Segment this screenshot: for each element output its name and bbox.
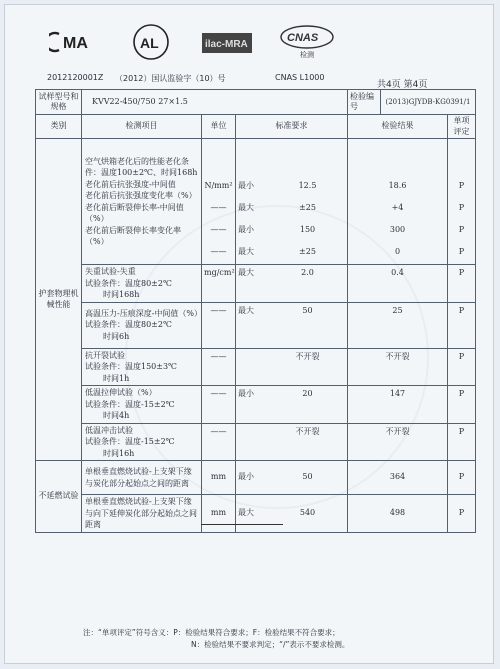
col-category: 类别 (36, 115, 82, 139)
page-info: 共4页 第4页 (377, 80, 428, 90)
sample-info-row (36, 90, 476, 115)
item-cell (82, 348, 202, 386)
result-value: 300 (389, 224, 406, 234)
item-line: 时间6h (103, 331, 130, 341)
item-line: 时间4h (103, 411, 130, 420)
report-id-label: 检验编号 (348, 90, 381, 114)
standard-value: 2.0 (301, 268, 314, 277)
qualifier: 最大 (238, 508, 254, 517)
unit-value: —— (202, 386, 236, 424)
judge-cell (448, 139, 476, 265)
judge-value: P (458, 246, 465, 256)
unit-cell (202, 139, 236, 265)
item-line: 空气烘箱老化后的性能老化条件：温度100±2℃、时间168h (85, 156, 198, 177)
report-id-value: (2013)GJYDB-KG0391/1 (385, 97, 471, 106)
judge-value: P (448, 423, 476, 461)
col-unit: 单位 (202, 115, 236, 139)
qualifier: 最小 (238, 224, 254, 234)
standard-cell (236, 386, 348, 424)
item-line: 抗开裂试验 (85, 350, 125, 360)
result-value: +4 (391, 202, 404, 212)
legend-note-line-2: N：检验结果不要求判定；“/”表示不要求检测。 (191, 640, 350, 649)
result-value: 不开裂 (348, 348, 448, 386)
table-row (36, 423, 476, 461)
table-row (36, 461, 476, 495)
unit-value: N/mm² (204, 180, 233, 190)
accreditation-logos (5, 5, 493, 75)
unit-value: —— (210, 202, 227, 212)
result-value: 0.4 (348, 265, 448, 303)
unit-value: —— (210, 246, 227, 256)
cnas-number: CNAS L1000 (275, 73, 325, 82)
category-cell: 护套物理机械性能 (36, 139, 82, 461)
qualifier: 最小 (238, 472, 254, 482)
standard-cell (236, 348, 348, 386)
item-line: 老化前后断裂伸长率-中间值（%） (85, 202, 184, 223)
result-value: 498 (348, 495, 448, 533)
standard-value: 50 (302, 472, 313, 482)
table-row (36, 139, 476, 265)
judge-value: P (448, 348, 476, 386)
judge-value: P (458, 224, 465, 234)
standard-value: 不开裂 (295, 426, 320, 436)
standard-value: 50 (302, 305, 313, 315)
item-line: 时间168h (103, 290, 140, 299)
sample-model-value: KVV22-450/750 27×1.5 (82, 90, 348, 115)
item-line: 老化前后断裂伸长率变化率（%） (85, 225, 181, 246)
table-row (36, 348, 476, 386)
unit-value: —— (210, 224, 227, 234)
item-cell (82, 386, 202, 424)
test-results-table (35, 89, 476, 533)
report-sheet (4, 4, 494, 664)
col-judge: 单项评定 (448, 115, 476, 139)
judge-value: P (448, 461, 476, 495)
judge-value: P (458, 180, 465, 190)
table-row (36, 386, 476, 424)
end-separator (201, 524, 283, 525)
result-value: 364 (348, 461, 448, 495)
item-line: 低温冲击试验 (85, 425, 133, 435)
item-cell (82, 461, 202, 495)
cma-number: （2012）国认监验字（10）号 (115, 74, 226, 83)
qualifier: 最大 (238, 305, 254, 315)
result-value: 18.6 (388, 180, 407, 190)
legend-note-line-1: 注：“单项评定”符号含义：P：检验结果符合要求；F：检验结果不符合要求； (83, 628, 340, 637)
unit-value: mm (202, 495, 236, 533)
cma-logo (49, 31, 105, 53)
report-id-cell (348, 90, 476, 115)
judge-value: P (448, 302, 476, 348)
cal-logo-text: AL (140, 35, 159, 51)
table-row (36, 265, 476, 303)
item-cell (82, 265, 202, 303)
standard-value: ±25 (299, 246, 316, 256)
item-cell (82, 423, 202, 461)
standard-cell (236, 265, 348, 303)
standard-value: 540 (299, 508, 316, 517)
qualifier: 最大 (238, 246, 254, 256)
item-line: 高温压力-压痕深度-中间值（%） (85, 308, 203, 318)
table-row (36, 302, 476, 348)
cnas-logo (277, 23, 337, 61)
ilac-logo-text: ilac-MRA (205, 39, 248, 50)
standard-value: 20 (302, 389, 313, 398)
cnas-sub-label: 检测 (300, 51, 314, 59)
unit-value: mg/cm² (202, 265, 236, 303)
item-cell (82, 139, 202, 265)
item-line: 时间1h (103, 373, 130, 383)
item-line: 老化前后抗张强度变化率（%） (85, 191, 197, 200)
standard-cell (236, 423, 348, 461)
standard-value: 不开裂 (295, 351, 320, 361)
qualifier: 最大 (238, 268, 254, 277)
unit-value: —— (202, 302, 236, 348)
standard-cell (236, 302, 348, 348)
col-standard: 标准要求 (236, 115, 348, 139)
sample-model-label: 试样型号和规格 (36, 90, 82, 115)
item-line: 时间16h (103, 448, 135, 458)
standard-value: ±25 (299, 202, 316, 212)
qualifier: 最小 (238, 180, 254, 190)
item-line: 试验条件：温度-15±2℃ (85, 437, 175, 446)
standard-cell (236, 139, 348, 265)
item-line: 失重试验-失重 (85, 267, 136, 276)
item-line: 低温拉伸试验（%） (85, 388, 157, 397)
standard-cell (236, 495, 348, 533)
result-value: 147 (348, 386, 448, 424)
judge-value: P (448, 386, 476, 424)
report-number: 2012120001Z (47, 73, 104, 82)
table-row (36, 495, 476, 533)
item-line: 单根垂直燃烧试验-上支架下缘与炭化部分起始点之间的距离 (85, 467, 192, 488)
unit-value: mm (202, 461, 236, 495)
cal-logo (131, 23, 171, 61)
judge-value: P (448, 265, 476, 303)
column-header-row (36, 115, 476, 139)
item-cell (82, 495, 202, 533)
judge-value: P (448, 495, 476, 533)
item-cell (82, 302, 202, 348)
item-line: 试验条件：温度-15±2℃ (85, 399, 175, 409)
standard-value: 12.5 (298, 180, 317, 190)
col-result: 检验结果 (348, 115, 448, 139)
item-line: 老化前后抗张强度-中间值 (85, 179, 176, 189)
result-value: 25 (348, 302, 448, 348)
standard-cell (236, 461, 348, 495)
cnas-logo-text: CNAS (287, 32, 319, 44)
item-line: 试验条件：温度80±2℃ (85, 320, 172, 330)
result-value: 不开裂 (348, 423, 448, 461)
judge-value: P (458, 202, 465, 212)
category-cell: 不延燃试验 (36, 461, 82, 533)
qualifier: 最小 (238, 389, 254, 398)
result-value: 0 (394, 246, 401, 256)
cma-logo-text: MA (63, 35, 88, 52)
col-item: 检测项目 (82, 115, 202, 139)
standard-value: 150 (299, 224, 316, 234)
result-cell (348, 139, 448, 265)
unit-value: —— (202, 423, 236, 461)
item-line: 单根垂直燃烧试验-上支架下缘与向下延伸炭化部分起始点之间距离 (85, 497, 197, 529)
ilac-mra-logo (201, 25, 253, 61)
item-line: 试验条件：温度150±3℃ (85, 362, 178, 371)
unit-value: —— (202, 348, 236, 386)
qualifier: 最大 (238, 202, 254, 212)
item-line: 试验条件：温度80±2℃ (85, 278, 172, 288)
